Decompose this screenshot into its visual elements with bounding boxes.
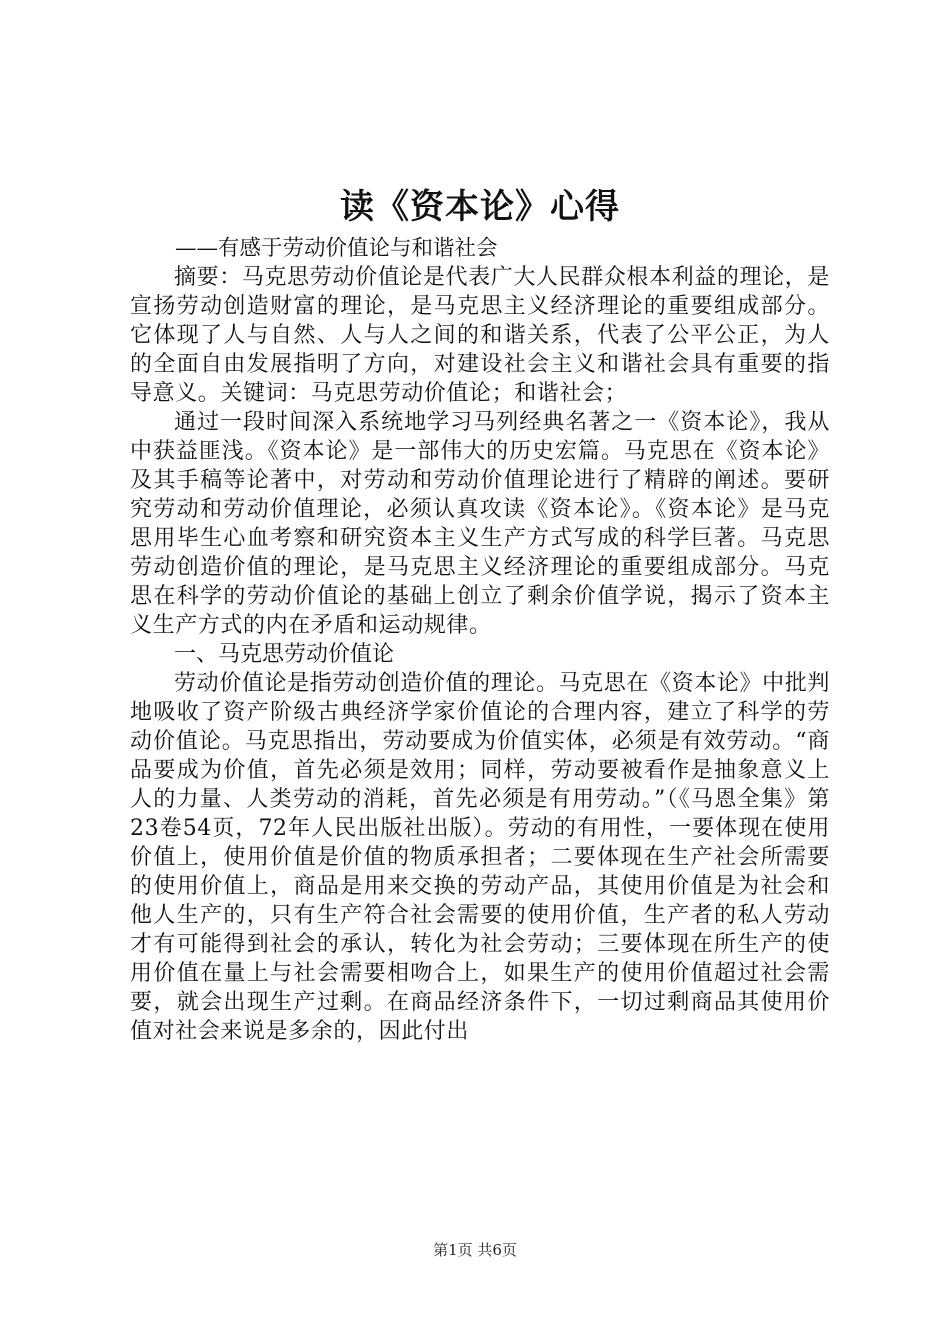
intro-paragraph: 通过一段时间深入系统地学习马列经典名著之一《资本论》，我从中获益匪浅。《资本论》是一部伟大的历史宏篇。马克思在《资本论》及其手稿等论著中，对劳动和劳动价值理论进行了精辟的阐述。要研究劳动和劳动价值理论，必须认真攻读《资本论》。《资本论》是马克思用毕生心血考察和研究资本主义生产方式写成的科学巨著。马克思劳动创造价值的理论，是马克思主义经济理论的重要组成部分。马克思在科学的劳动价值论的基础上创立了剩余价值学说，揭示了资本主义生产方式的内在矛盾和运动规律。 (130, 410, 830, 638)
document-title: 读《资本论》心得 (340, 187, 620, 227)
page-number: 第1页 共6页 (433, 1241, 517, 1259)
section-heading: 一、马克思劳动价值论 (174, 642, 395, 667)
document-subtitle: ——有感于劳动价值论与和谐社会 (175, 236, 498, 261)
abstract-paragraph: 摘要：马克思劳动价值论是代表广大人民群众根本利益的理论，是宣扬劳动创造财富的理论，是马克思主义经济理论的重要组成部分。它体现了人与自然、人与人之间的和谐关系，代表了公平公正，为人的全面自由发展指明了方向，对建设社会主义和谐社会具有重要的指导意义。关键词：马克思劳动价值论；和谐社会； (130, 265, 830, 406)
document-content (130, 180, 830, 1046)
section-paragraph: 劳动价值论是指劳动创造价值的理论。马克思在《资本论》中批判地吸收了资产阶级古典经济学家价值论的合理内容，建立了科学的劳动价值论。马克思指出，劳动要成为价值实体，必须是有效劳动。“商品要成为价值，首先必须是效用；同样，劳动要被看作是抽象意义上人的力量、人类劳动的消耗，首先必须是有用劳动。”（《马恩全集》第23卷54页，72年人民出版社出版）。劳动的有用性，一要体现在使用价值上，使用价值是价值的物质承担者；二要体现在生产社会所需要的使用价值上，商品是用来交换的劳动产品，其使用价值是为社会和他人生产的，只有生产符合社会需要的使用价值，生产者的私人劳动才有可能得到社会的承认，转化为社会劳动；三要体现在所生产的使用价值在量上与社会需要相吻合上，如果生产的使用价值超过社会需要，就会出现生产过剩。在商品经济条件下，一切过剩商品其使用价值对社会来说是多余的，因此付出 (130, 671, 830, 1044)
